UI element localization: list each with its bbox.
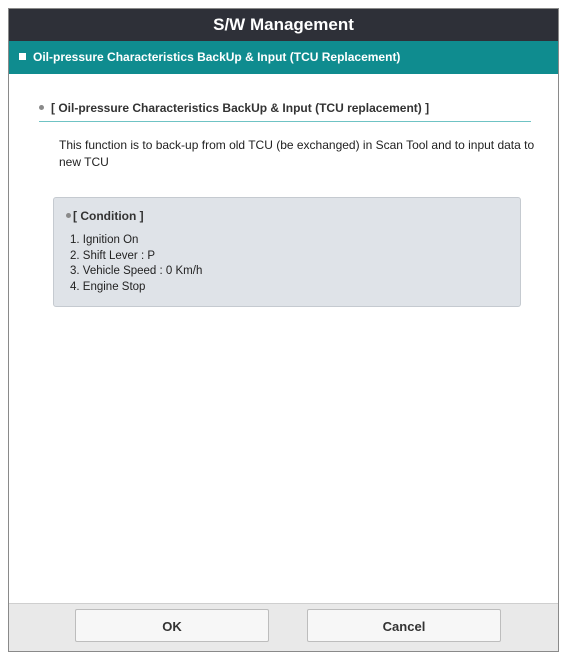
square-bullet-icon bbox=[19, 53, 26, 60]
condition-item-engine: 4. Engine Stop bbox=[70, 280, 146, 293]
function-description: This function is to back-up from old TCU (be exchanged) in Scan Tool and to input data to new TCU bbox=[59, 138, 535, 169]
sw-management-dialog bbox=[8, 8, 559, 652]
condition-item-ignition: 1. Ignition On bbox=[70, 234, 139, 246]
condition-panel bbox=[53, 197, 521, 307]
dialog-title: S/W Management bbox=[9, 9, 558, 41]
condition-item-vehicle-speed: 3. Vehicle Speed : 0 Km/h bbox=[70, 265, 203, 277]
condition-heading-label: [ Condition ] bbox=[73, 209, 144, 223]
condition-heading bbox=[66, 209, 144, 223]
section-heading bbox=[39, 97, 531, 122]
bullet-icon bbox=[66, 213, 71, 218]
section-heading-label: [ Oil-pressure Characteristics BackUp & Input (TCU replacement) ] bbox=[51, 101, 430, 115]
bullet-icon bbox=[39, 105, 44, 110]
function-header bbox=[9, 41, 558, 74]
condition-list bbox=[70, 233, 202, 295]
function-header-label: Oil-pressure Characteristics BackUp & Input (TCU Replacement) bbox=[33, 50, 401, 64]
dialog-footer bbox=[9, 603, 558, 651]
cancel-button[interactable]: Cancel bbox=[307, 609, 501, 642]
condition-item-shift-lever: 2. Shift Lever : P bbox=[70, 249, 156, 262]
ok-button[interactable]: OK bbox=[75, 609, 269, 642]
